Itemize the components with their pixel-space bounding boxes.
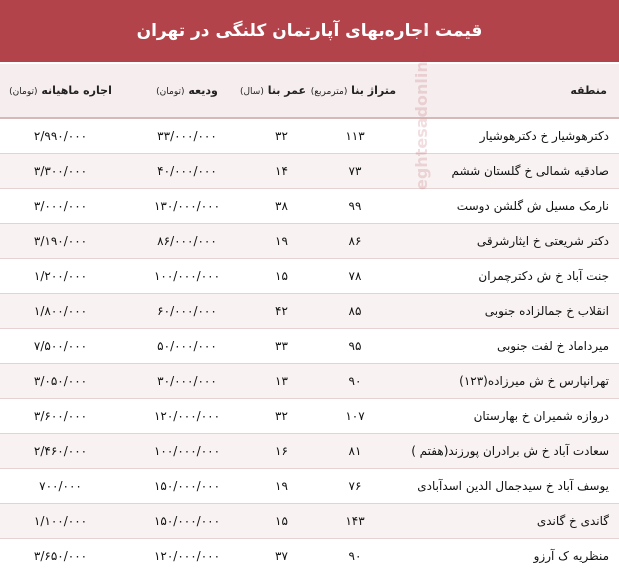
cell-deposit: ۴۰/۰۰۰/۰۰۰ xyxy=(121,154,253,189)
cell-rent: ۳/۶۰۰/۰۰۰ xyxy=(0,399,121,434)
cell-age: ۱۵ xyxy=(253,504,310,539)
cell-deposit: ۱۰۰/۰۰۰/۰۰۰ xyxy=(121,259,253,294)
header-area: متراژ بنا (مترمربع) xyxy=(310,64,400,118)
cell-area: ۹۰ xyxy=(310,364,400,399)
table-row xyxy=(0,118,619,154)
cell-area: ۱۱۳ xyxy=(310,118,400,154)
cell-region: صادقیه شمالی خ گلستان ششم xyxy=(400,154,619,189)
cell-age: ۱۴ xyxy=(253,154,310,189)
table-row xyxy=(0,224,619,259)
cell-deposit: ۱۵۰/۰۰۰/۰۰۰ xyxy=(121,504,253,539)
cell-deposit: ۱۵۰/۰۰۰/۰۰۰ xyxy=(121,469,253,504)
cell-deposit: ۱۰۰/۰۰۰/۰۰۰ xyxy=(121,434,253,469)
cell-rent: ۷/۵۰۰/۰۰۰ xyxy=(0,329,121,364)
table-row xyxy=(0,189,619,224)
table-row xyxy=(0,469,619,504)
cell-rent: ۳/۳۰۰/۰۰۰ xyxy=(0,154,121,189)
table-row xyxy=(0,364,619,399)
cell-region: جنت آباد خ ش دکترچمران xyxy=(400,259,619,294)
cell-area: ۱۰۷ xyxy=(310,399,400,434)
header-age: عمر بنا (سال) xyxy=(253,64,310,118)
cell-age: ۳۷ xyxy=(253,539,310,573)
cell-rent: ۳/۰۰۰/۰۰۰ xyxy=(0,189,121,224)
cell-deposit: ۱۲۰/۰۰۰/۰۰۰ xyxy=(121,539,253,573)
table-row xyxy=(0,294,619,329)
cell-deposit: ۱۲۰/۰۰۰/۰۰۰ xyxy=(121,399,253,434)
cell-region: انقلاب خ جمالزاده جنوبی xyxy=(400,294,619,329)
cell-region: تهرانپارس خ ش میرزاده(۱۲۳) xyxy=(400,364,619,399)
table-row xyxy=(0,259,619,294)
table-row xyxy=(0,329,619,364)
cell-rent: ۳/۶۵۰/۰۰۰ xyxy=(0,539,121,573)
cell-rent: ۳/۱۹۰/۰۰۰ xyxy=(0,224,121,259)
cell-region: میرداماد خ لفت جنوبی xyxy=(400,329,619,364)
header-deposit: ودیعه (تومان) xyxy=(121,64,253,118)
table-row xyxy=(0,399,619,434)
cell-area: ۹۰ xyxy=(310,539,400,573)
cell-rent: ۳/۰۵۰/۰۰۰ xyxy=(0,364,121,399)
cell-region: دروازه شمیران خ بهارستان xyxy=(400,399,619,434)
cell-age: ۳۲ xyxy=(253,118,310,154)
cell-deposit: ۵۰/۰۰۰/۰۰۰ xyxy=(121,329,253,364)
cell-rent: ۲/۴۶۰/۰۰۰ xyxy=(0,434,121,469)
header-region: منطقه xyxy=(400,64,619,118)
cell-area: ۹۵ xyxy=(310,329,400,364)
cell-age: ۳۸ xyxy=(253,189,310,224)
page-title: قیمت اجاره‌بهای آپارتمان کلنگی در تهران xyxy=(0,0,619,62)
cell-region: سعادت آباد خ ش برادران پورزند(هفتم ) xyxy=(400,434,619,469)
table-header-row xyxy=(0,64,619,118)
cell-region: دکترهوشیار خ دکترهوشیار xyxy=(400,118,619,154)
cell-region: دکتر شریعتی خ ایثارشرقی xyxy=(400,224,619,259)
cell-area: ۷۳ xyxy=(310,154,400,189)
cell-area: ۹۹ xyxy=(310,189,400,224)
table-row xyxy=(0,539,619,573)
cell-rent: ۱/۸۰۰/۰۰۰ xyxy=(0,294,121,329)
cell-region: یوسف آباد خ سیدجمال الدین اسدآبادی xyxy=(400,469,619,504)
cell-deposit: ۱۳۰/۰۰۰/۰۰۰ xyxy=(121,189,253,224)
cell-area: ۸۵ xyxy=(310,294,400,329)
cell-age: ۱۵ xyxy=(253,259,310,294)
cell-deposit: ۳۰/۰۰۰/۰۰۰ xyxy=(121,364,253,399)
cell-deposit: ۳۳/۰۰۰/۰۰۰ xyxy=(121,118,253,154)
cell-age: ۱۳ xyxy=(253,364,310,399)
cell-rent: ۲/۹۹۰/۰۰۰ xyxy=(0,118,121,154)
cell-age: ۴۲ xyxy=(253,294,310,329)
cell-rent: ۷۰۰/۰۰۰ xyxy=(0,469,121,504)
cell-deposit: ۶۰/۰۰۰/۰۰۰ xyxy=(121,294,253,329)
rent-table xyxy=(0,64,619,573)
cell-age: ۱۶ xyxy=(253,434,310,469)
cell-age: ۱۹ xyxy=(253,224,310,259)
table-row xyxy=(0,434,619,469)
cell-area: ۷۶ xyxy=(310,469,400,504)
cell-area: ۸۶ xyxy=(310,224,400,259)
cell-age: ۱۹ xyxy=(253,469,310,504)
cell-rent: ۱/۲۰۰/۰۰۰ xyxy=(0,259,121,294)
cell-deposit: ۸۶/۰۰۰/۰۰۰ xyxy=(121,224,253,259)
cell-area: ۷۸ xyxy=(310,259,400,294)
table-row xyxy=(0,504,619,539)
cell-region: منظریه ک آرزو xyxy=(400,539,619,573)
cell-region: نارمک مسیل ش گلشن دوست xyxy=(400,189,619,224)
table-row xyxy=(0,154,619,189)
cell-area: ۱۴۳ xyxy=(310,504,400,539)
cell-region: گاندی خ گاندی xyxy=(400,504,619,539)
cell-rent: ۱/۱۰۰/۰۰۰ xyxy=(0,504,121,539)
cell-age: ۳۳ xyxy=(253,329,310,364)
header-rent: اجاره ماهیانه (تومان) xyxy=(0,64,121,118)
cell-area: ۸۱ xyxy=(310,434,400,469)
table-body xyxy=(0,118,619,573)
cell-age: ۳۲ xyxy=(253,399,310,434)
